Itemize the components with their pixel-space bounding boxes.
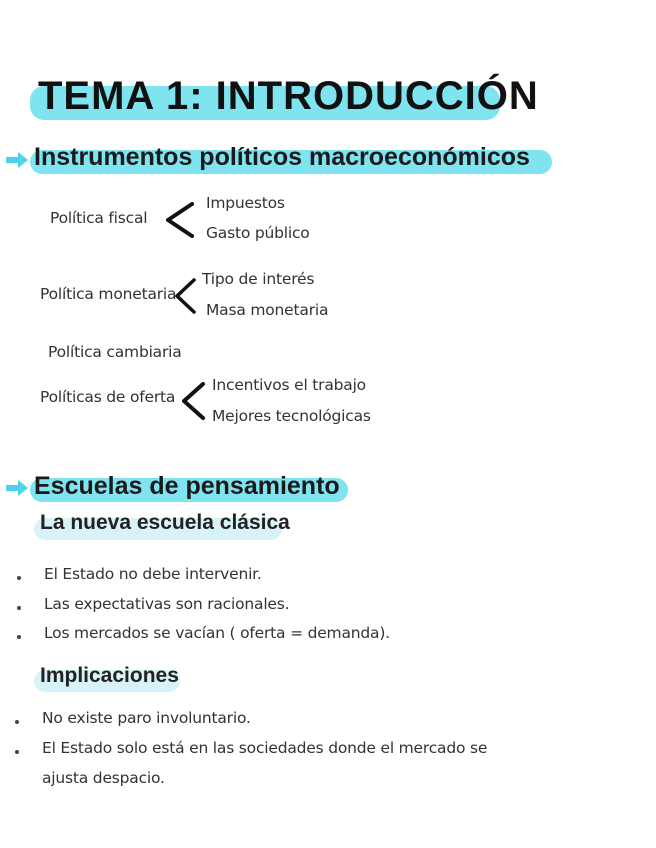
section-heading-instruments: Instrumentos políticos macroeconómicos: [34, 143, 530, 171]
list-item: Los mercados se vacían ( oferta = demanda).: [44, 624, 390, 642]
brace-left-icon: [178, 380, 208, 422]
arrow-right-icon: [4, 150, 30, 170]
list-item: No existe paro involuntario.: [42, 709, 251, 727]
list-item: El Estado solo está en las sociedades donde el mercado se: [42, 739, 488, 757]
group-label: Política monetaria: [40, 285, 177, 303]
group-item: Masa monetaria: [206, 301, 329, 319]
bullet-dot: [17, 606, 21, 610]
section-heading-schools: Escuelas de pensamiento: [34, 472, 340, 500]
brace-left-icon: [162, 200, 196, 240]
bullet-dot: [17, 576, 21, 580]
group-item: Tipo de interés: [202, 270, 315, 288]
bullet-dot: [15, 720, 19, 724]
subheading-new-classical: La nueva escuela clásica: [40, 511, 290, 534]
page-title: TEMA 1: INTRODUCCIÓN: [38, 74, 539, 118]
group-item: Gasto público: [206, 224, 310, 242]
group-item: Mejores tecnológicas: [212, 407, 371, 425]
list-item-continuation: ajusta despacio.: [42, 769, 165, 787]
brace-left-icon: [172, 276, 198, 316]
group-label: Políticas de oferta: [40, 388, 176, 406]
list-item: Las expectativas son racionales.: [44, 595, 290, 613]
group-item: Impuestos: [206, 194, 285, 212]
group-label: Política cambiaria: [48, 343, 182, 361]
group-label: Política fiscal: [50, 209, 148, 227]
bullet-dot: [17, 635, 21, 639]
bullet-dot: [15, 750, 19, 754]
list-item: El Estado no debe intervenir.: [44, 565, 262, 583]
group-item: Incentivos el trabajo: [212, 376, 366, 394]
subheading-implications: Implicaciones: [40, 664, 179, 687]
arrow-right-icon: [4, 478, 30, 498]
